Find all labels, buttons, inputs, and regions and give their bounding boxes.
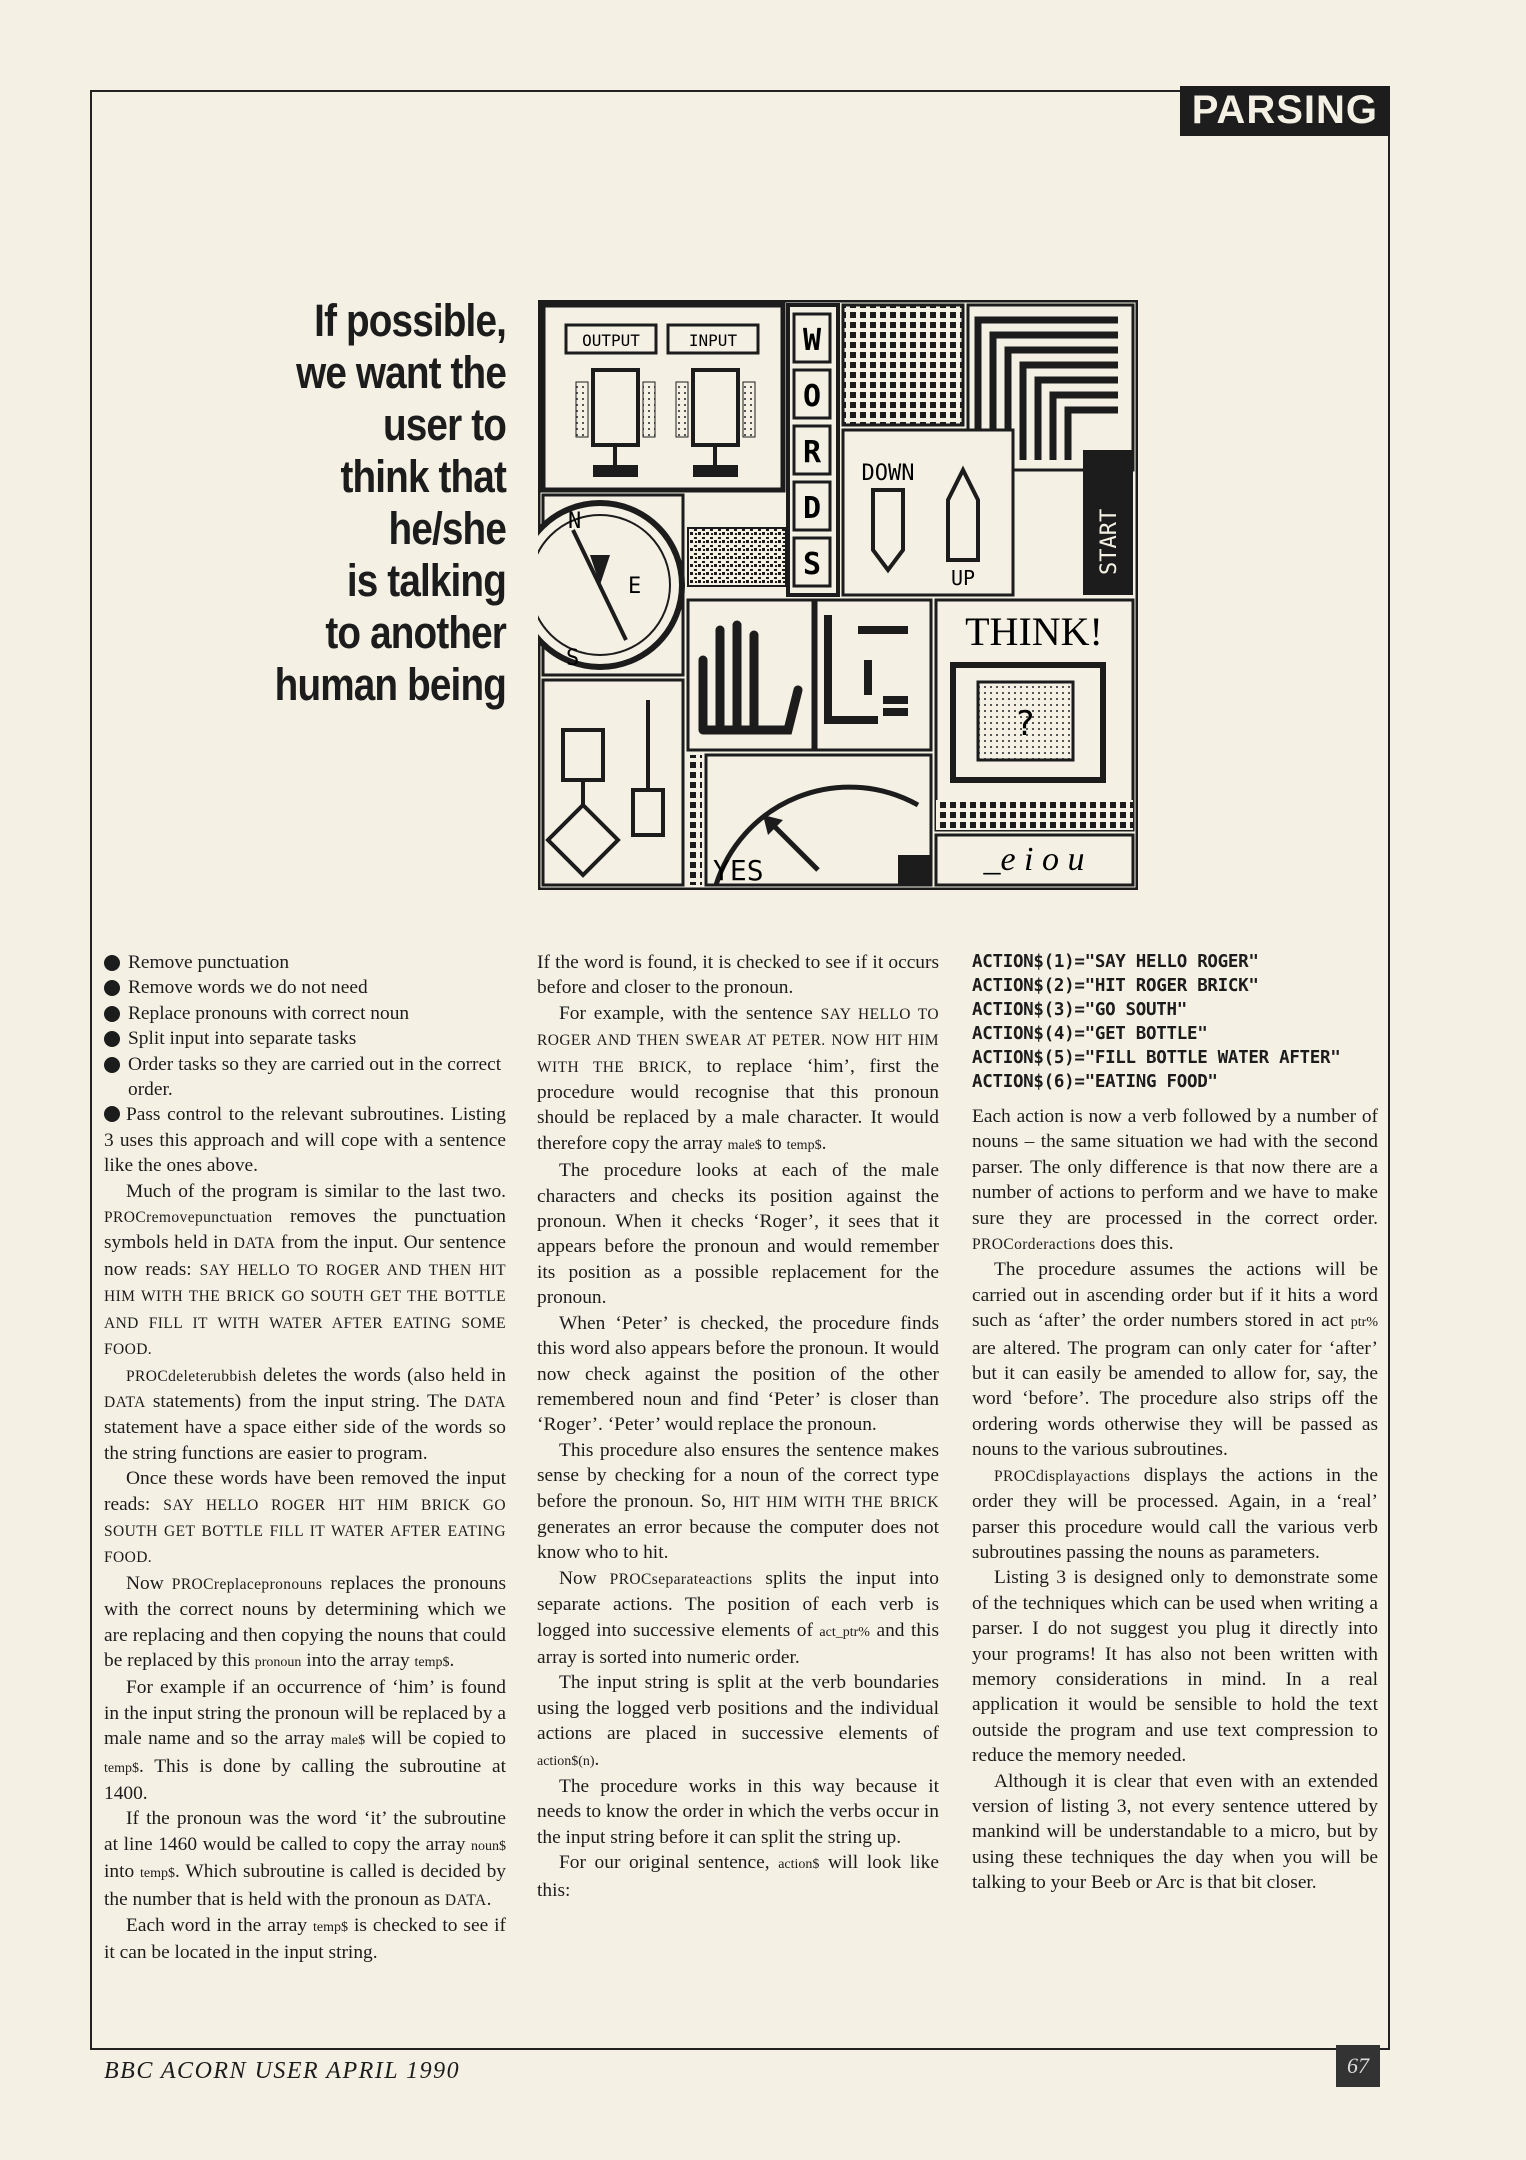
paragraph: For example, with the sentence SAY HELLO TO ROGER AND THEN SWEAR AT PETER. NOW HIT HIM WITH THE BRICK, to replace ‘him’, first the procedure would recognise that this pronoun should be replaced by a male character. It would therefore copy the array male$ to temp$. <box>537 1002 939 1154</box>
vowels-row <box>936 835 1133 885</box>
bullet-text: Remove punctuation <box>128 952 290 973</box>
paragraph: Each word in the array temp$ is checked to see if it can be located in the input string. <box>104 1915 506 1964</box>
paragraph: PROCdisplayactions displays the actions in the order they will be processed. Again, in a ‘real’ parser this procedure would call the various verb subroutines passing the nouns as parameters. <box>972 1464 1378 1563</box>
paragraph: The procedure looks at each of the male characters and checks its position against the pronoun. When it checks ‘Roger’, it sees that it appears before the pronoun and would remember its position as a possible replacement for the pronoun. <box>537 1160 939 1309</box>
bullet-item <box>104 975 506 1000</box>
paragraph: Although it is clear that even with an extended version of listing 3, not every sentence uttered by mankind will be understandable to a micro, but by using these techniques the day when you will be talking to your Beeb or Arc is that bit closer. <box>972 1770 1378 1894</box>
yes-clock <box>706 755 931 887</box>
pull-quote-line: is talking <box>346 555 506 606</box>
paragraph: For example if an occurrence of ‘him’ is found in the input string the pronoun will be replaced by a male name and so the array male$ will be copied to temp$. This is done by calling the subroutine at 1400. <box>104 1677 506 1804</box>
words-letter: R <box>802 435 822 470</box>
hand-glyph <box>688 600 813 750</box>
pull-quote-line: we want the <box>296 347 506 398</box>
bullet-dot-icon <box>104 955 120 971</box>
bullet-item <box>104 1026 506 1051</box>
pixel-art-illustration <box>538 300 1138 890</box>
paragraph: For our original sentence, action$ will look like this: <box>537 1852 939 1901</box>
think-label: THINK! <box>965 609 1103 654</box>
words-blocks <box>788 305 838 595</box>
bullet-item <box>104 1052 506 1103</box>
pull-quote-line: human being <box>274 659 506 710</box>
words-letter: S <box>802 547 822 582</box>
bullet-text: Split input into separate tasks <box>128 1028 357 1050</box>
code-line: ACTION$(5)="FILL BOTTLE WATER AFTER" <box>972 1048 1341 1068</box>
words-letter: D <box>802 491 822 526</box>
bullet-text: Remove words we do not need <box>128 977 368 999</box>
question-mark: ? <box>1014 704 1036 744</box>
pull-quote-line: user to <box>382 399 506 450</box>
bullet-dot-icon <box>104 1057 120 1073</box>
face-glyph <box>816 600 931 750</box>
compass-s: S <box>566 646 580 671</box>
input-label: INPUT <box>688 331 738 350</box>
paragraph: Much of the program is similar to the last two. PROCremovepunctuation removes the punctuation symbols held in DATA from the input. Our sentence now reads: SAY HELLO TO ROGER AND THEN HIT HIM WITH THE BRICK GO SOUTH GET THE BOTTLE AND FILL IT WITH WATER AFTER EATING SOME FOOD. <box>104 1180 506 1359</box>
column-3 <box>972 950 1378 1896</box>
noise-pattern <box>688 528 786 586</box>
flowchart <box>543 680 683 885</box>
pull-quote-line: to another <box>325 607 506 658</box>
column-1 <box>104 950 506 1966</box>
paragraph: The procedure works in this way because it needs to know the order in which the verbs occur in the input string before it can split the string up. <box>537 1776 939 1848</box>
pull-quote <box>243 295 506 711</box>
paragraph: The input string is split at the verb boundaries using the logged verb positions and the individual actions are placed in successive elements of action$(n). <box>537 1672 939 1770</box>
paragraph: Listing 3 is designed only to demonstrate some of the techniques which can be used when writing a parser. I do not suggest you plug it directly into your programs! It has also not been written with memory considerations in mind. In a real application it would be sensible to hold the text outside the program and use text compression to reduce the memory needed. <box>972 1567 1378 1767</box>
output-label: OUTPUT <box>582 331 640 350</box>
code-line: ACTION$(6)="EATING FOOD" <box>972 1072 1218 1092</box>
paragraph: When ‘Peter’ is checked, the procedure finds this word also appears before the pronoun. It would now check against the position of the other remembered noun and find ‘Peter’ is closer than ‘Roger’. ‘Peter’ would replace the pronoun. <box>537 1312 939 1436</box>
code-line: ACTION$(2)="HIT ROGER BRICK" <box>972 976 1259 996</box>
paragraph: If the pronoun was the word ‘it’ the subroutine at line 1460 would be called to copy the array noun$ into temp$. Which subroutine is called is decided by the number that is held with the pronoun as DATA. <box>104 1808 507 1910</box>
code-listing <box>972 950 1378 1094</box>
yes-label: YES <box>713 854 764 887</box>
words-letter: W <box>802 323 822 358</box>
pull-quote-line: he/she <box>388 503 506 554</box>
pull-quote-line: think that <box>340 451 506 502</box>
output-input-panel <box>543 305 783 490</box>
bullet-item <box>104 950 506 975</box>
publication-footer: BBC ACORN USER APRIL 1990 <box>104 2058 461 2084</box>
paragraph: This procedure also ensures the sentence makes sense by checking for a noun of the correct type before the pronoun. So, HIT HIM WITH THE BRICK generates an error because the computer does not know who to hit. <box>537 1439 939 1564</box>
compass-n: N <box>568 509 582 534</box>
bullet-item <box>104 1001 506 1026</box>
paragraph: PROCdeleterubbish deletes the words (also held in DATA statements) from the input string. The DATA statement have a space either side of the words so the string functions are easier to program. <box>104 1364 506 1464</box>
down-up-rockets <box>843 430 1013 595</box>
paragraph: Now PROCseparateactions splits the input into separate actions. The position of each verb is logged into successive elements of act_ptr% and this array is sorted into numeric order. <box>537 1567 939 1668</box>
bullet-text: Pass control to the relevant subroutines. Listing 3 uses this approach and will cope with a sentence like the ones above. <box>104 1104 506 1177</box>
bullet-text: Order tasks so they are carried out in the correct order. <box>128 1053 502 1101</box>
code-line: ACTION$(4)="GET BOTTLE" <box>972 1024 1208 1044</box>
bullet-dot-icon <box>104 980 120 996</box>
words-letter: O <box>802 379 822 414</box>
bullet-dot-icon <box>104 1031 120 1047</box>
code-line: ACTION$(1)="SAY HELLO ROGER" <box>972 952 1259 972</box>
paragraph: Each action is now a verb followed by a number of nouns – the same situation we had with the second parser. The only difference is that now there are a number of actions to perform and we have to make sure they are processed in the correct order. PROCorderactions does this. <box>972 1106 1378 1255</box>
down-label: DOWN <box>861 461 915 486</box>
bullet-item <box>104 1102 506 1178</box>
paragraph: Once these words have been removed the input reads: SAY HELLO ROGER HIT HIM BRICK GO SOUTH GET BOTTLE FILL IT WATER AFTER EATING FOOD. <box>104 1468 506 1567</box>
bullet-dot-icon <box>104 1006 120 1022</box>
bullet-text: Replace pronouns with correct noun <box>128 1002 410 1024</box>
bullet-dot-icon <box>104 1106 120 1122</box>
page-number: 67 <box>1336 2045 1380 2087</box>
dotted-strip <box>686 755 702 885</box>
paragraph: Now PROCreplacepronouns replaces the pronouns with the correct nouns by determining which we are replacing and then copying the nouns that could be replaced by this pronoun into the array temp$. <box>104 1572 506 1671</box>
think-monitor <box>936 600 1133 830</box>
code-line: ACTION$(3)="GO SOUTH" <box>972 1000 1187 1020</box>
compass <box>538 495 683 675</box>
grid-pattern <box>843 305 963 425</box>
pull-quote-line: If possible, <box>314 295 506 346</box>
paragraph: The procedure assumes the actions will be carried out in ascending order but if it hits a word such as ‘after’ the order numbers stored in act ptr% are altered. The program can only cater for ‘after’ but it can easily be amended to allow for, say, the word ‘before’. The procedure also strips off the ordering words otherwise they will be passed as nouns to the various subroutines. <box>972 1259 1378 1461</box>
up-label: UP <box>950 566 976 590</box>
start-label: START <box>1097 508 1122 575</box>
paragraph: If the word is found, it is checked to see if it occurs before and closer to the pronoun. <box>537 952 939 999</box>
column-2 <box>537 950 939 1903</box>
compass-e: E <box>628 574 642 599</box>
bullet-list <box>104 950 506 1179</box>
section-tag: PARSING <box>1180 86 1390 136</box>
start-strip <box>1083 450 1133 595</box>
vowels-label: _e i o u <box>983 841 1085 878</box>
